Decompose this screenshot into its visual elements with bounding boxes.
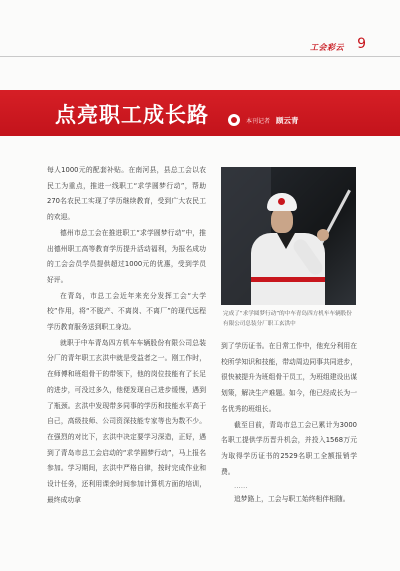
- byline: [228, 113, 299, 127]
- article-title: 点亮职工成长路: [55, 103, 209, 127]
- header-divider: [0, 56, 400, 57]
- worker-photo: [221, 167, 356, 305]
- photo-caption: 完成了“求学圆梦行动”的中车青岛四方机车车辆股份有限公司总装分厂职工玄洪中: [223, 311, 352, 327]
- paragraph: 德州市总工会在推进职工“求学圆梦行动”中，推出德州职工高等教育学历提升活动福利，为报名成功的工会会员学员提供超过1000元的优惠，受到学员好评。: [47, 228, 206, 284]
- paragraph: 在青岛，市总工会近年来充分发挥工会“大学校”作用，将“不脱产、不离岗、不离厂”的现代远程学历教育服务送到职工身边。: [47, 291, 206, 332]
- paragraph: 追梦路上，工会与职工始终相伴相随。: [234, 495, 350, 504]
- section-tag: 工会彩云: [310, 43, 344, 52]
- paragraph: 到了学历证书。在日常工作中，他充分利用在校所学知识和技能，带动周边同事共同进步，很快被提升为班组骨干员工，为班组建设出谋划策，解决生产难题。如今，他已经成长为一名优秀的班组长。: [221, 342, 357, 413]
- paragraph: 就职于中车青岛四方机车车辆股份有限公司总装分厂的青年职工玄洪中就是受益者之一。刚工作时，在师傅和班组骨干的带领下，他的岗位技能有了长足的进步，可没过多久，他便发现自己进步缓慢，遇到了瓶颈。玄洪中发现带多同事的学历和技能水平高于自己，高级技师、公司资深技能专家等也为数不少。在强烈的对比下，玄洪中决定要学习深造，正好，遇到了青岛市总工会启动的“求学圆梦行动”，马上报名参加。学习期间，玄洪中严格自律，按时完成作业和设计任务，还利用课余时间参加计算机方面的培训，最终成功拿: [47, 338, 206, 504]
- right-column: [221, 339, 357, 508]
- paragraph: 截至目前，青岛市总工会已累计为3000名职工提供学历晋升机会，并投入1568万元为取得学历证书的2529名职工全额报销学费。: [221, 420, 357, 476]
- paragraph: 每人1000元的配套补贴。在南河县，县总工会以农民工为重点，推进一线职工“求学圆梦行动”，帮助270名农民工实现了学历继续教育，受到广大农民工的欢迎。: [47, 166, 206, 222]
- ellipsis: ……: [234, 482, 248, 491]
- page-number: 9: [357, 36, 366, 52]
- byline-label: 本刊记者: [246, 117, 271, 125]
- byline-author: 顾云青: [276, 115, 299, 125]
- byline-mark-icon: [228, 114, 240, 126]
- left-column: [47, 163, 206, 508]
